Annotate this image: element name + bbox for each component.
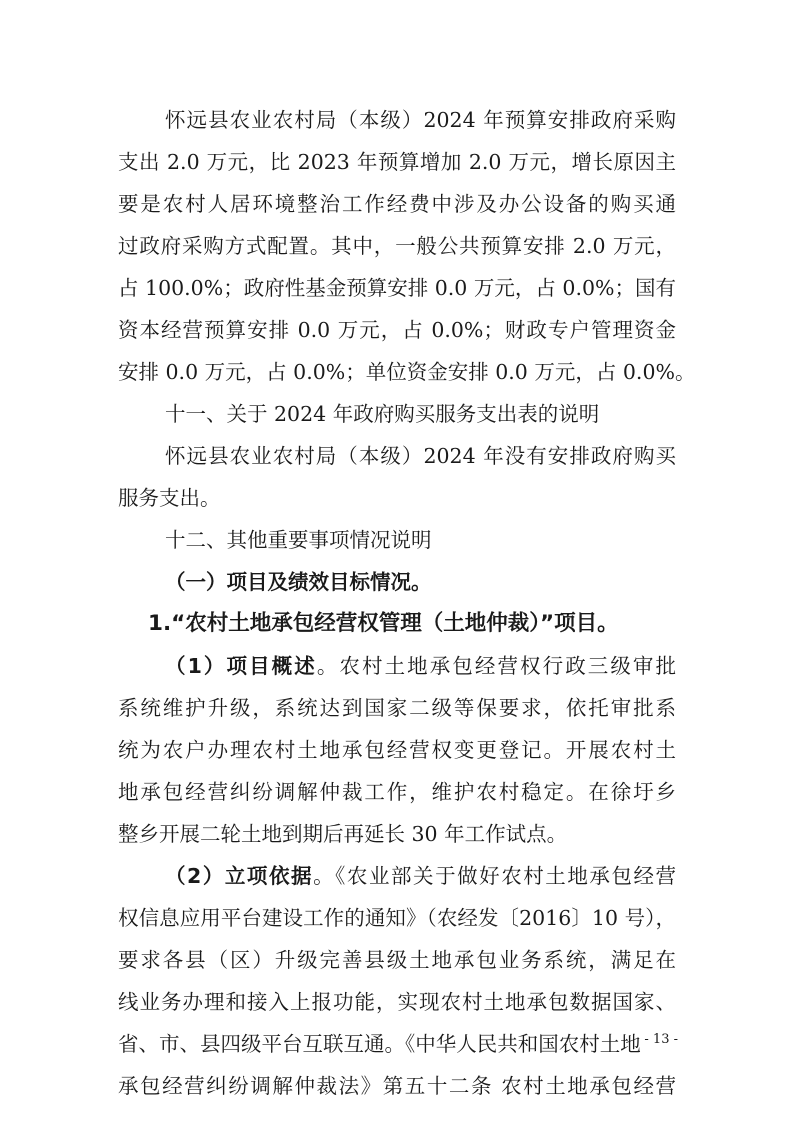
paragraph-line: 线业务办理和接入上报功能，实现农村土地承包数据国家、 <box>118 990 676 1014</box>
page-number: - 13 - <box>644 1032 678 1047</box>
paragraph-line <box>165 654 676 678</box>
paragraph-line: 承包经营纠纷调解仲裁法》第五十二条 农村土地承包经营 <box>118 1074 676 1098</box>
paragraph-line: 怀远县农业农村局（本级）2024 年没有安排政府购买 <box>165 444 676 468</box>
paragraph-line: 整乡开展二轮土地到期后再延长 30 年工作试点。 <box>118 822 568 846</box>
section-heading-12: 十二、其他重要事项情况说明 <box>165 528 432 552</box>
paragraph-line: 过政府采购方式配置。其中，一般公共预算安排 2.0 万元， <box>118 234 676 258</box>
paragraph-line: 怀远县农业农村局（本级）2024 年预算安排政府采购 <box>165 108 676 132</box>
paragraph-line: 省、市、县四级平台互联互通。《中华人民共和国农村土地 <box>118 1032 641 1056</box>
paragraph-line: 支出 2.0 万元，比 2023 年预算增加 2.0 万元，增长原因主 <box>118 150 676 174</box>
paragraph-line: 安排 0.0 万元，占 0.0%；单位资金安排 0.0 万元，占 0.0%。 <box>118 360 696 384</box>
paragraph-line: 地承包经营纠纷调解仲裁工作，维护农村稳定。在徐圩乡 <box>118 780 676 804</box>
paragraph-line: 占 100.0%；政府性基金预算安排 0.0 万元，占 0.0%；国有 <box>118 276 676 300</box>
paragraph-line <box>165 864 676 888</box>
subsection-heading: （一）项目及绩效目标情况。 <box>165 570 432 594</box>
section-heading-11: 十一、关于 2024 年政府购买服务支出表的说明 <box>165 402 600 426</box>
paragraph-line: 统为农户办理农村土地承包经营权变更登记。开展农村土 <box>118 738 676 762</box>
paragraph-line: 要是农村人居环境整治工作经费中涉及办公设备的购买通 <box>118 192 676 216</box>
item-label: （2）立项依据 <box>165 864 314 888</box>
item-text: 。《农业部关于做好农村土地承包经营 <box>313 864 677 888</box>
paragraph-line: 系统维护升级，系统达到国家二级等保要求，依托审批系 <box>118 696 676 720</box>
paragraph-line: 服务支出。 <box>118 486 221 510</box>
item-label: （1）项目概述 <box>165 654 317 678</box>
paragraph-line: 资本经营预算安排 0.0 万元，占 0.0%；财政专户管理资金 <box>118 318 676 342</box>
paragraph-line: 要求各县（区）升级完善县级土地承包业务系统，满足在 <box>118 948 676 972</box>
project-title: 1.“农村土地承包经营权管理（土地仲裁）”项目。 <box>148 611 619 636</box>
item-text: 。农村土地承包经营权行政三级审批 <box>316 654 677 678</box>
paragraph-line: 权信息应用平台建设工作的通知》（农经发〔2016〕10 号）， <box>118 906 676 930</box>
